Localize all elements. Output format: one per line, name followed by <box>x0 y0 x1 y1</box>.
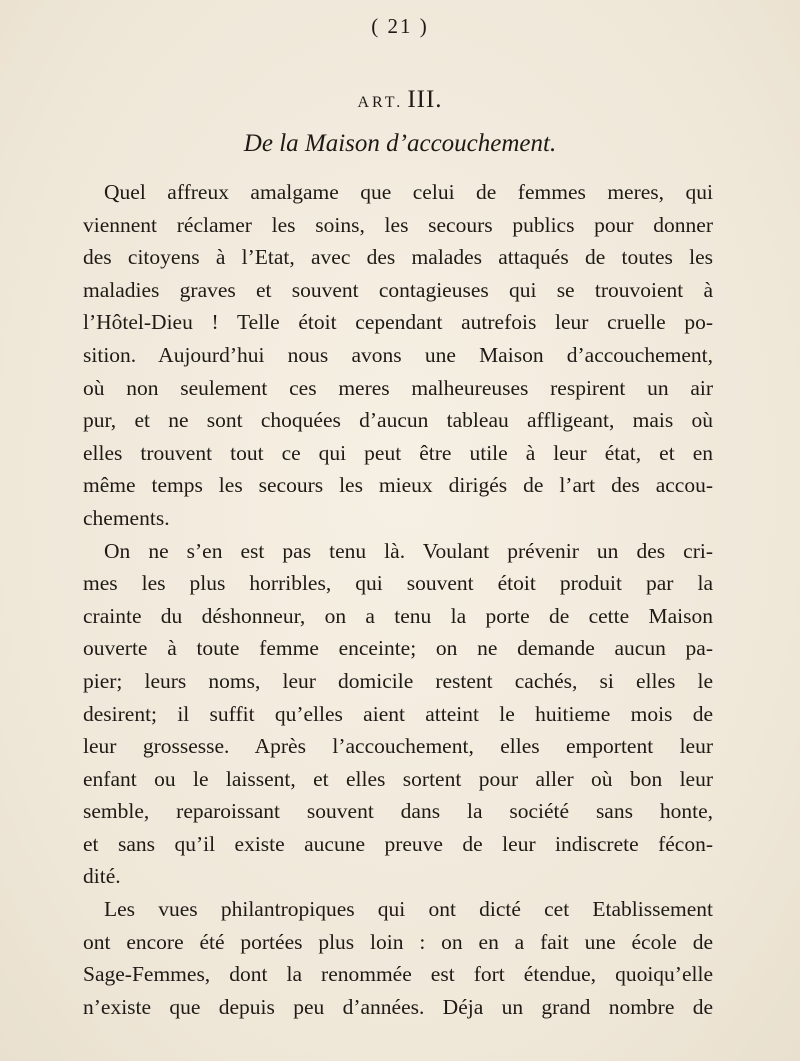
text-line: Les vues philantropiques qui ont dicté cet Etablissement <box>104 897 713 922</box>
section-title: De la Maison d’accouchement. <box>243 130 557 157</box>
article-number: III. <box>407 86 443 113</box>
text-line: Sage-Femmes, dont la renommée est fort étendue, quoiqu’elle <box>83 962 713 987</box>
text-line: maladies graves et souvent contagieuses qui se trouvoient à <box>83 277 713 302</box>
page-number: ( 21 ) <box>371 14 429 38</box>
text-line: l’Hôtel-Dieu ! Telle étoit cependant autrefois leur cruelle po- <box>83 310 713 335</box>
article-label: ART. <box>357 94 404 111</box>
text-line: et sans qu’il existe aucune preuve de leur indiscrete fécon- <box>83 831 713 856</box>
text-line: semble, reparoissant souvent dans la société sans honte, <box>83 799 713 824</box>
body-text <box>83 176 713 1023</box>
text-line: viennent réclamer les soins, les secours publics pour donner <box>83 212 713 237</box>
text-line: elles trouvent tout ce qui peut être utile à leur état, et en <box>83 440 713 465</box>
article-heading <box>0 86 800 114</box>
text-line: enfant ou le laissent, et elles sortent pour aller où bon leur <box>83 766 713 791</box>
text-line: desirent; il suffit qu’elles aient atteint le huitieme mois de <box>83 701 713 726</box>
text-line: ont encore été portées plus loin : on en a fait une école de <box>83 929 713 954</box>
text-line: même temps les secours les mieux dirigés de l’art des accou- <box>83 473 713 498</box>
text-line: chements. <box>83 505 170 530</box>
text-line: pier; leurs noms, leur domicile restent cachés, si elles le <box>83 668 713 693</box>
text-line: n’existe que depuis peu d’années. Déja un grand nombre de <box>83 994 713 1019</box>
text-line: crainte du déshonneur, on a tenu la porte de cette Maison <box>83 603 713 628</box>
text-line: dité. <box>83 864 121 889</box>
text-line: des citoyens à l’Etat, avec des malades attaqués de toutes les <box>83 245 713 270</box>
text-line: où non seulement ces meres malheureuses respirent un air <box>83 375 713 400</box>
text-line: pur, et ne sont choquées d’aucun tableau affligeant, mais où <box>83 408 713 433</box>
text-line: mes les plus horribles, qui souvent étoit produit par la <box>83 571 713 596</box>
text-line: leur grossesse. Après l’accouchement, elles emportent leur <box>83 734 713 759</box>
text-line: ouverte à toute femme enceinte; on ne demande aucun pa- <box>83 636 713 661</box>
text-line: sition. Aujourd’hui nous avons une Maison d’accouchement, <box>83 342 713 367</box>
text-line: Quel affreux amalgame que celui de femmes meres, qui <box>104 180 713 204</box>
text-line: On ne s’en est pas tenu là. Voulant prévenir un des cri- <box>104 538 713 563</box>
